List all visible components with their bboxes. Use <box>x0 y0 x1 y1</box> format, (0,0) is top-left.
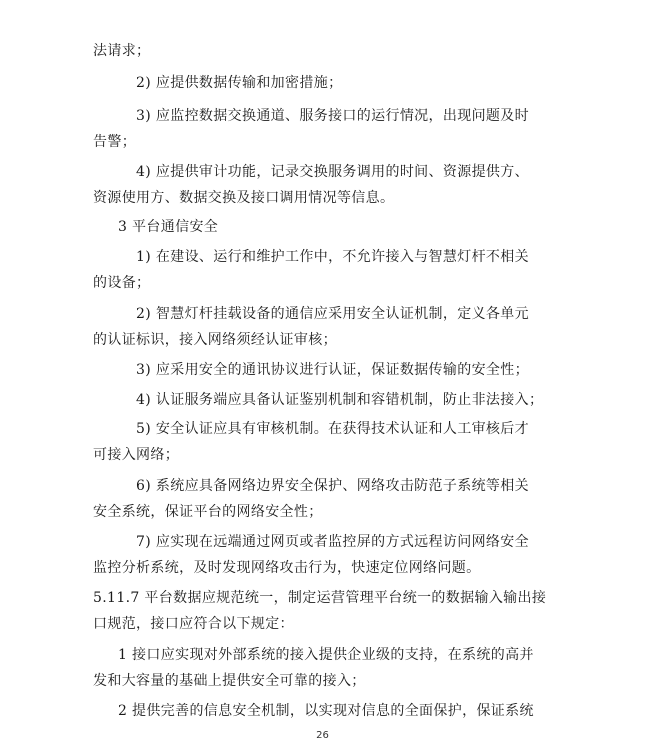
text-line: 4) 认证服务端应具备认证鉴别机制和容错机制，防止非法接入； <box>136 392 544 408</box>
text-line: 告警； <box>93 134 137 150</box>
text-line: 监控分析系统，及时发现网络攻击行为，快速定位网络问题。 <box>93 560 481 576</box>
text-line: 法请求； <box>93 43 151 59</box>
text-line: 5) 安全认证应具有审核机制。在获得技术认证和人工审核后才 <box>136 421 529 437</box>
text-line: 1) 在建设、运行和维护工作中，不允许接入与智慧灯杆不相关 <box>136 249 529 265</box>
text-line: 的设备； <box>93 275 151 291</box>
text-line: 2) 应提供数据传输和加密措施； <box>136 75 343 91</box>
text-line: 口规范，接口应符合以下规定： <box>93 616 294 632</box>
text-line: 1 接口应实现对外部系统的接入提供企业级的支持，在系统的高并 <box>118 647 534 663</box>
text-line: 可接入网络； <box>93 447 180 463</box>
text-line: 的认证标识，接入网络须经认证审核； <box>93 332 337 348</box>
text-line: 3) 应监控数据交换通道、服务接口的运行情况，出现问题及时 <box>136 108 529 124</box>
text-line: 安全系统，保证平台的网络安全性； <box>93 504 323 520</box>
page-number: 26 <box>316 730 329 741</box>
text-line: 发和大容量的基础上提供安全可靠的接入； <box>93 673 366 689</box>
text-line: 3) 应采用安全的通讯协议进行认证，保证数据传输的安全性； <box>136 362 529 378</box>
clause-heading: 5.11.7 平台数据应规范统一，制定运营管理平台统一的数据输入输出接 <box>93 590 547 606</box>
text-line: 6) 系统应具备网络边界安全保护、网络攻击防范子系统等相关 <box>136 478 529 494</box>
text-line: 4) 应提供审计功能，记录交换服务调用的时间、资源提供方、 <box>136 164 529 180</box>
text-line: 7) 应实现在远端通过网页或者监控屏的方式远程访问网络安全 <box>136 534 529 550</box>
text-line: 资源使用方、数据交换及接口调用情况等信息。 <box>93 190 395 206</box>
text-line: 2 提供完善的信息安全机制，以实现对信息的全面保护，保证系统 <box>118 703 534 719</box>
text-line: 2) 智慧灯杆挂载设备的通信应采用安全认证机制，定义各单元 <box>136 306 529 322</box>
section-heading: 3 平台通信安全 <box>118 219 219 235</box>
